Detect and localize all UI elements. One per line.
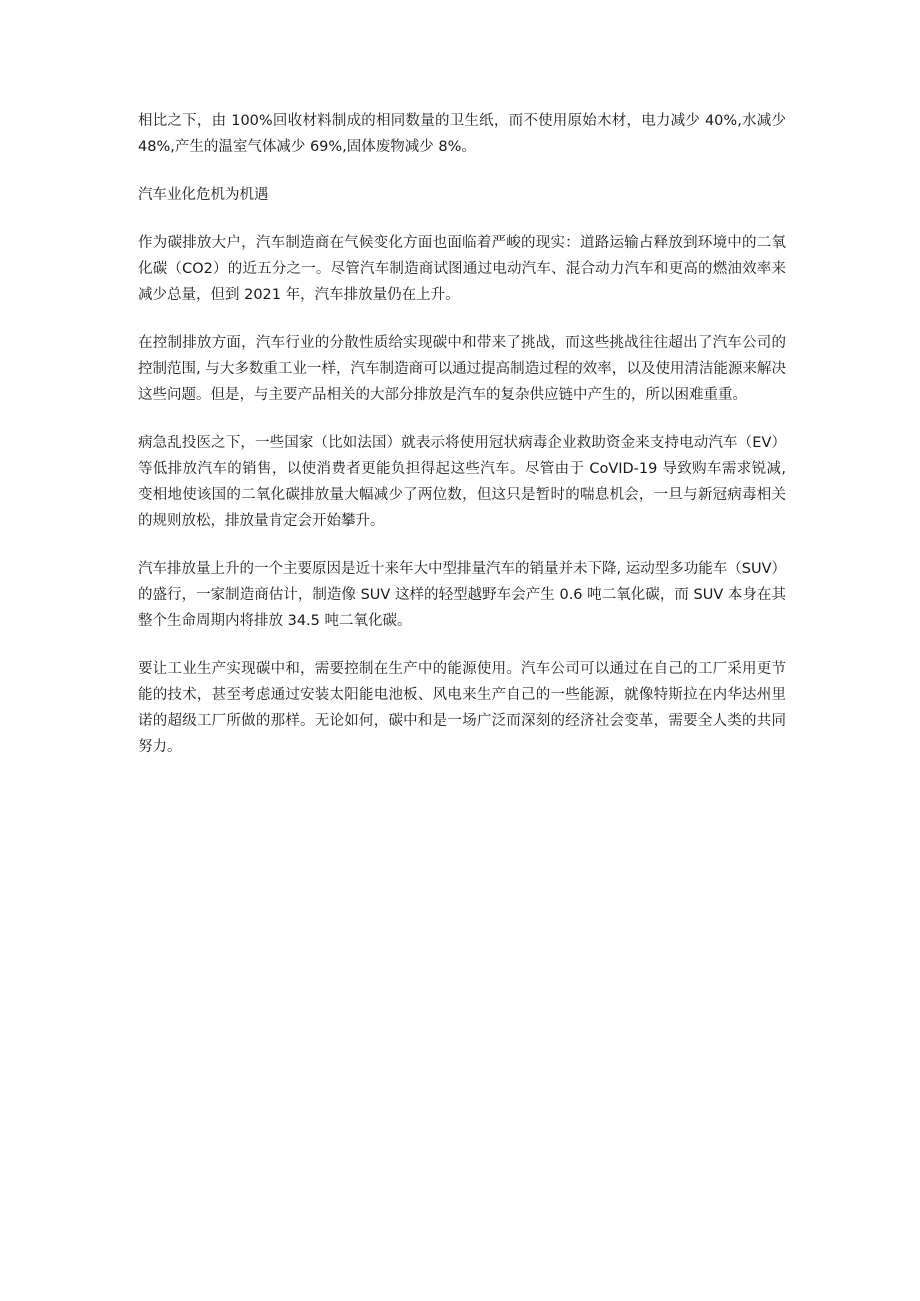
paragraph-carbon-neutrality: 要让工业生产实现碳中和，需要控制在生产中的能源使用。汽车公司可以通过在自己的工厂采用更节能的技术，甚至考虑通过安装太阳能电池板、风电来生产自己的一些能源，就像特斯拉在内华达州里诺的超级工厂所做的那样。无论如何，碳中和是一场广泛而深刻的经济社会变革，需要全人类的共同努力。 — [138, 661, 786, 755]
paragraph-covid-ev-support: 病急乱投医之下，一些国家（比如法国）就表示将使用冠状病毒企业救助资金来支持电动汽车（EV）等低排放汽车的销售，以使消费者更能负担得起这些汽车。尽管由于 CoVID-19 导致购车需求锐减, 变相地使该国的二氧化碳排放量大幅减少了两位数，但这只是暂时的喘息机会，一旦与新冠病毒相关的规则放松，排放量肯定会开始攀升。 — [138, 435, 786, 529]
paragraph-automakers-emissions: 作为碳排放大户，汽车制造商在气候变化方面也面临着严峻的现实：道路运输占释放到环境中的二氧化碳（CO2）的近五分之一。尽管汽车制造商试图通过电动汽车、混合动力汽车和更高的燃油效率来减少总量，但到 2021 年，汽车排放量仍在上升。 — [138, 235, 786, 303]
paragraph-recycled-paper: 相比之下，由 100%回收材料制成的相同数量的卫生纸，而不使用原始木材，电力减少 40%,水减少 48%,产生的温室气体减少 69%,固体废物减少 8%。 — [138, 113, 786, 155]
paragraph-industry-challenges: 在控制排放方面，汽车行业的分散性质给实现碳中和带来了挑战，而这些挑战往往超出了汽车公司的控制范围, 与大多数重工业一样，汽车制造商可以通过提高制造过程的效率，以及使用清洁能源来解决这些问题。但是，与主要产品相关的大部分排放是汽车的复杂供应链中产生的，所以困难重重。 — [138, 335, 786, 403]
section-heading: 汽车业化危机为机遇 — [138, 187, 269, 203]
paragraph-suv-emissions: 汽车排放量上升的一个主要原因是近十来年大中型排量汽车的销量并未下降, 运动型多功能车（SUV）的盛行，一家制造商估计，制造像 SUV 这样的轻型越野车会产生 0.6 吨二氧化碳，而 SUV 本身在其整个生命周期内将排放 34.5 吨二氧化碳。 — [138, 561, 786, 629]
document-body — [138, 108, 786, 782]
